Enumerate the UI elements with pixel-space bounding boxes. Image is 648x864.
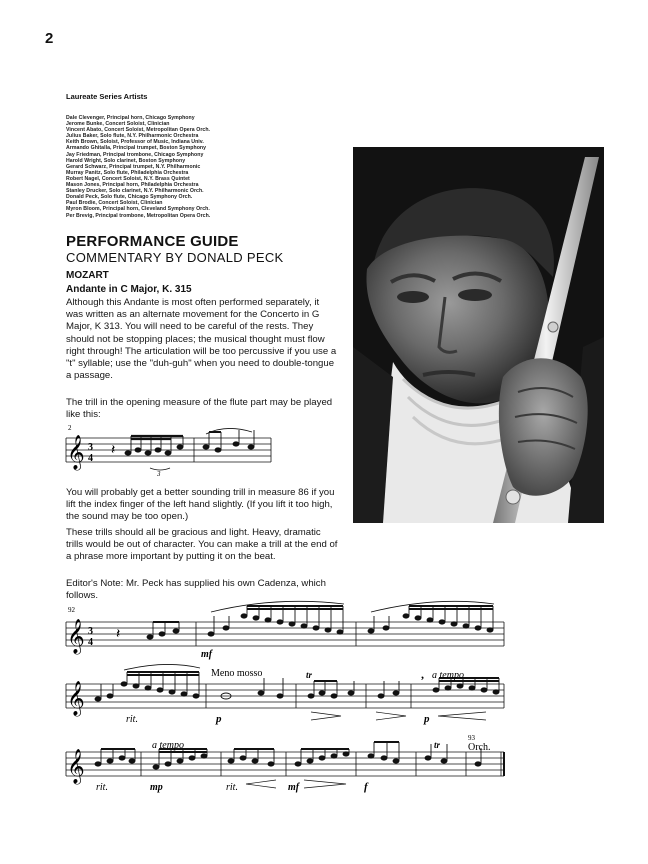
commentary-paragraph: Although this Andante is most often performed separately, it was written as an alternate movement for the Concerto in G Major, K 313. You will need to be careful of the rests. They should not be stopping places; the musical thought must flow right through! The articulation will be too percussive if you use a "t" syllable; use the "duh-guh" when you need to double-tongue a passage. (66, 297, 337, 382)
artist-entry: Vincent Abato, Concert Soloist, Metropolitan Opera Orch. (66, 127, 211, 134)
composer-heading: MOZART (66, 270, 109, 281)
breath-mark: , (421, 667, 424, 681)
orch-marking: Orch. (468, 742, 491, 753)
svg-text:𝄽: 𝄽 (116, 627, 121, 642)
artist-entry: Julius Baker, Solo flute, N.Y. Philharmonic Orchestra (66, 133, 199, 140)
commentary-paragraph: These trills should all be gracious and light. Heavy, dramatic trills would be out of character. You can make a trill at the end of a phrase more important by putting it on the beat. (66, 527, 338, 563)
svg-text:3: 3 (88, 442, 93, 453)
commentary-paragraph: The trill in the opening measure of the flute part may be played like this: (66, 397, 333, 421)
page-number: 2 (45, 30, 54, 47)
svg-text:4: 4 (88, 637, 93, 648)
cadenza-staff-1 (66, 604, 506, 660)
artist-entry: Murray Panitz, Solo flute, Philadelphia Orchestra (66, 169, 189, 176)
flutist-photo (353, 147, 604, 523)
dynamic-p: p (216, 713, 222, 725)
rit-marking-2: rit. (226, 782, 238, 793)
artist-entry: Dale Clevenger, Principal horn, Chicago Symphony (66, 115, 195, 121)
editors-note: Editor's Note: Mr. Peck has supplied his own Cadenza, which follows. (66, 578, 326, 602)
cadenza-staff-3 (66, 734, 506, 794)
guide-title: PERFORMANCE GUIDE (66, 233, 239, 250)
rit-marking-1: rit. (96, 782, 108, 793)
svg-text:𝄽: 𝄽 (111, 443, 116, 458)
triplet-number: 3 (157, 470, 161, 478)
dynamic-mf: mf (201, 649, 213, 660)
piece-title: Andante in C Major, K. 315 (66, 284, 192, 295)
measure-number-end: 93 (468, 734, 475, 742)
svg-text:4: 4 (88, 453, 93, 464)
artist-entry: Armando Ghitalla, Principal trumpet, Boston Symphony (66, 145, 207, 152)
artist-entry: Jerome Bunke, Concert Soloist, Clinician (66, 121, 170, 128)
trill-excerpt-staff (66, 424, 281, 484)
measure-number: 2 (68, 424, 72, 432)
treble-clef-icon: 𝄞 (67, 682, 85, 715)
guide-subtitle: COMMENTARY BY DONALD PECK (66, 250, 284, 265)
trill-marking: tr (306, 670, 313, 680)
artist-entry: Gerard Schwarz, Principal trumpet, N.Y. Philharmonic (66, 163, 201, 170)
commentary-paragraph: You will probably get a better sounding trill in measure 86 if you lift the index finger of the left hand slightly. (If you lift it too high, the sound may be too open.) (66, 487, 335, 523)
dynamic-f: f (364, 781, 368, 793)
treble-clef-icon: 𝄞 (67, 750, 85, 783)
artist-entry: Mason Jones, Principal horn, Philadelphia Orchestra (66, 182, 199, 189)
artist-entry: Donald Peck, Solo flute, Chicago Symphony Orch. (66, 194, 193, 201)
dynamic-mf-2: mf (288, 782, 300, 793)
artist-entry: Stanley Drucker, Solo clarinet, N.Y. Philharmonic Orch. (66, 188, 204, 195)
svg-text:3: 3 (88, 626, 93, 637)
artist-entry: Keith Brown, Soloist, Professor of Music, Indiana Univ. (66, 139, 204, 146)
measure-number-start: 92 (68, 606, 75, 614)
artist-entry: Myron Bloom, Principal horn, Cleveland Symphony Orch. (66, 206, 210, 213)
artists-heading: Laureate Series Artists (66, 92, 148, 101)
trill-marking-2: tr (434, 740, 441, 750)
a-tempo-marking-2: a tempo (152, 740, 184, 751)
dynamic-mp: mp (150, 782, 163, 793)
a-tempo-marking: a tempo (432, 670, 464, 681)
tempo-marking-meno-mosso: Meno mosso (211, 668, 263, 679)
treble-clef-icon: 𝄞 (67, 620, 85, 653)
artists-list (66, 115, 336, 219)
dynamic-p-2: p (424, 713, 430, 725)
rit-marking: rit. (126, 714, 138, 725)
treble-clef-icon: 𝄞 (67, 436, 85, 469)
artist-entry: Robert Nagel, Concert Soloist, N.Y. Brass Quintet (66, 175, 190, 182)
artist-entry: Harold Wright, Solo clarinet, Boston Symphony (66, 157, 186, 164)
artist-entry: Paul Brodie, Concert Soloist, Clinician (66, 200, 163, 207)
cadenza-staff-2 (66, 666, 506, 726)
artist-entry: Per Brevig, Principal trombone, Metropolitan Opera Orch. (66, 212, 211, 219)
artist-entry: Jay Friedman, Principal trombone, Chicago Symphony (66, 151, 204, 158)
